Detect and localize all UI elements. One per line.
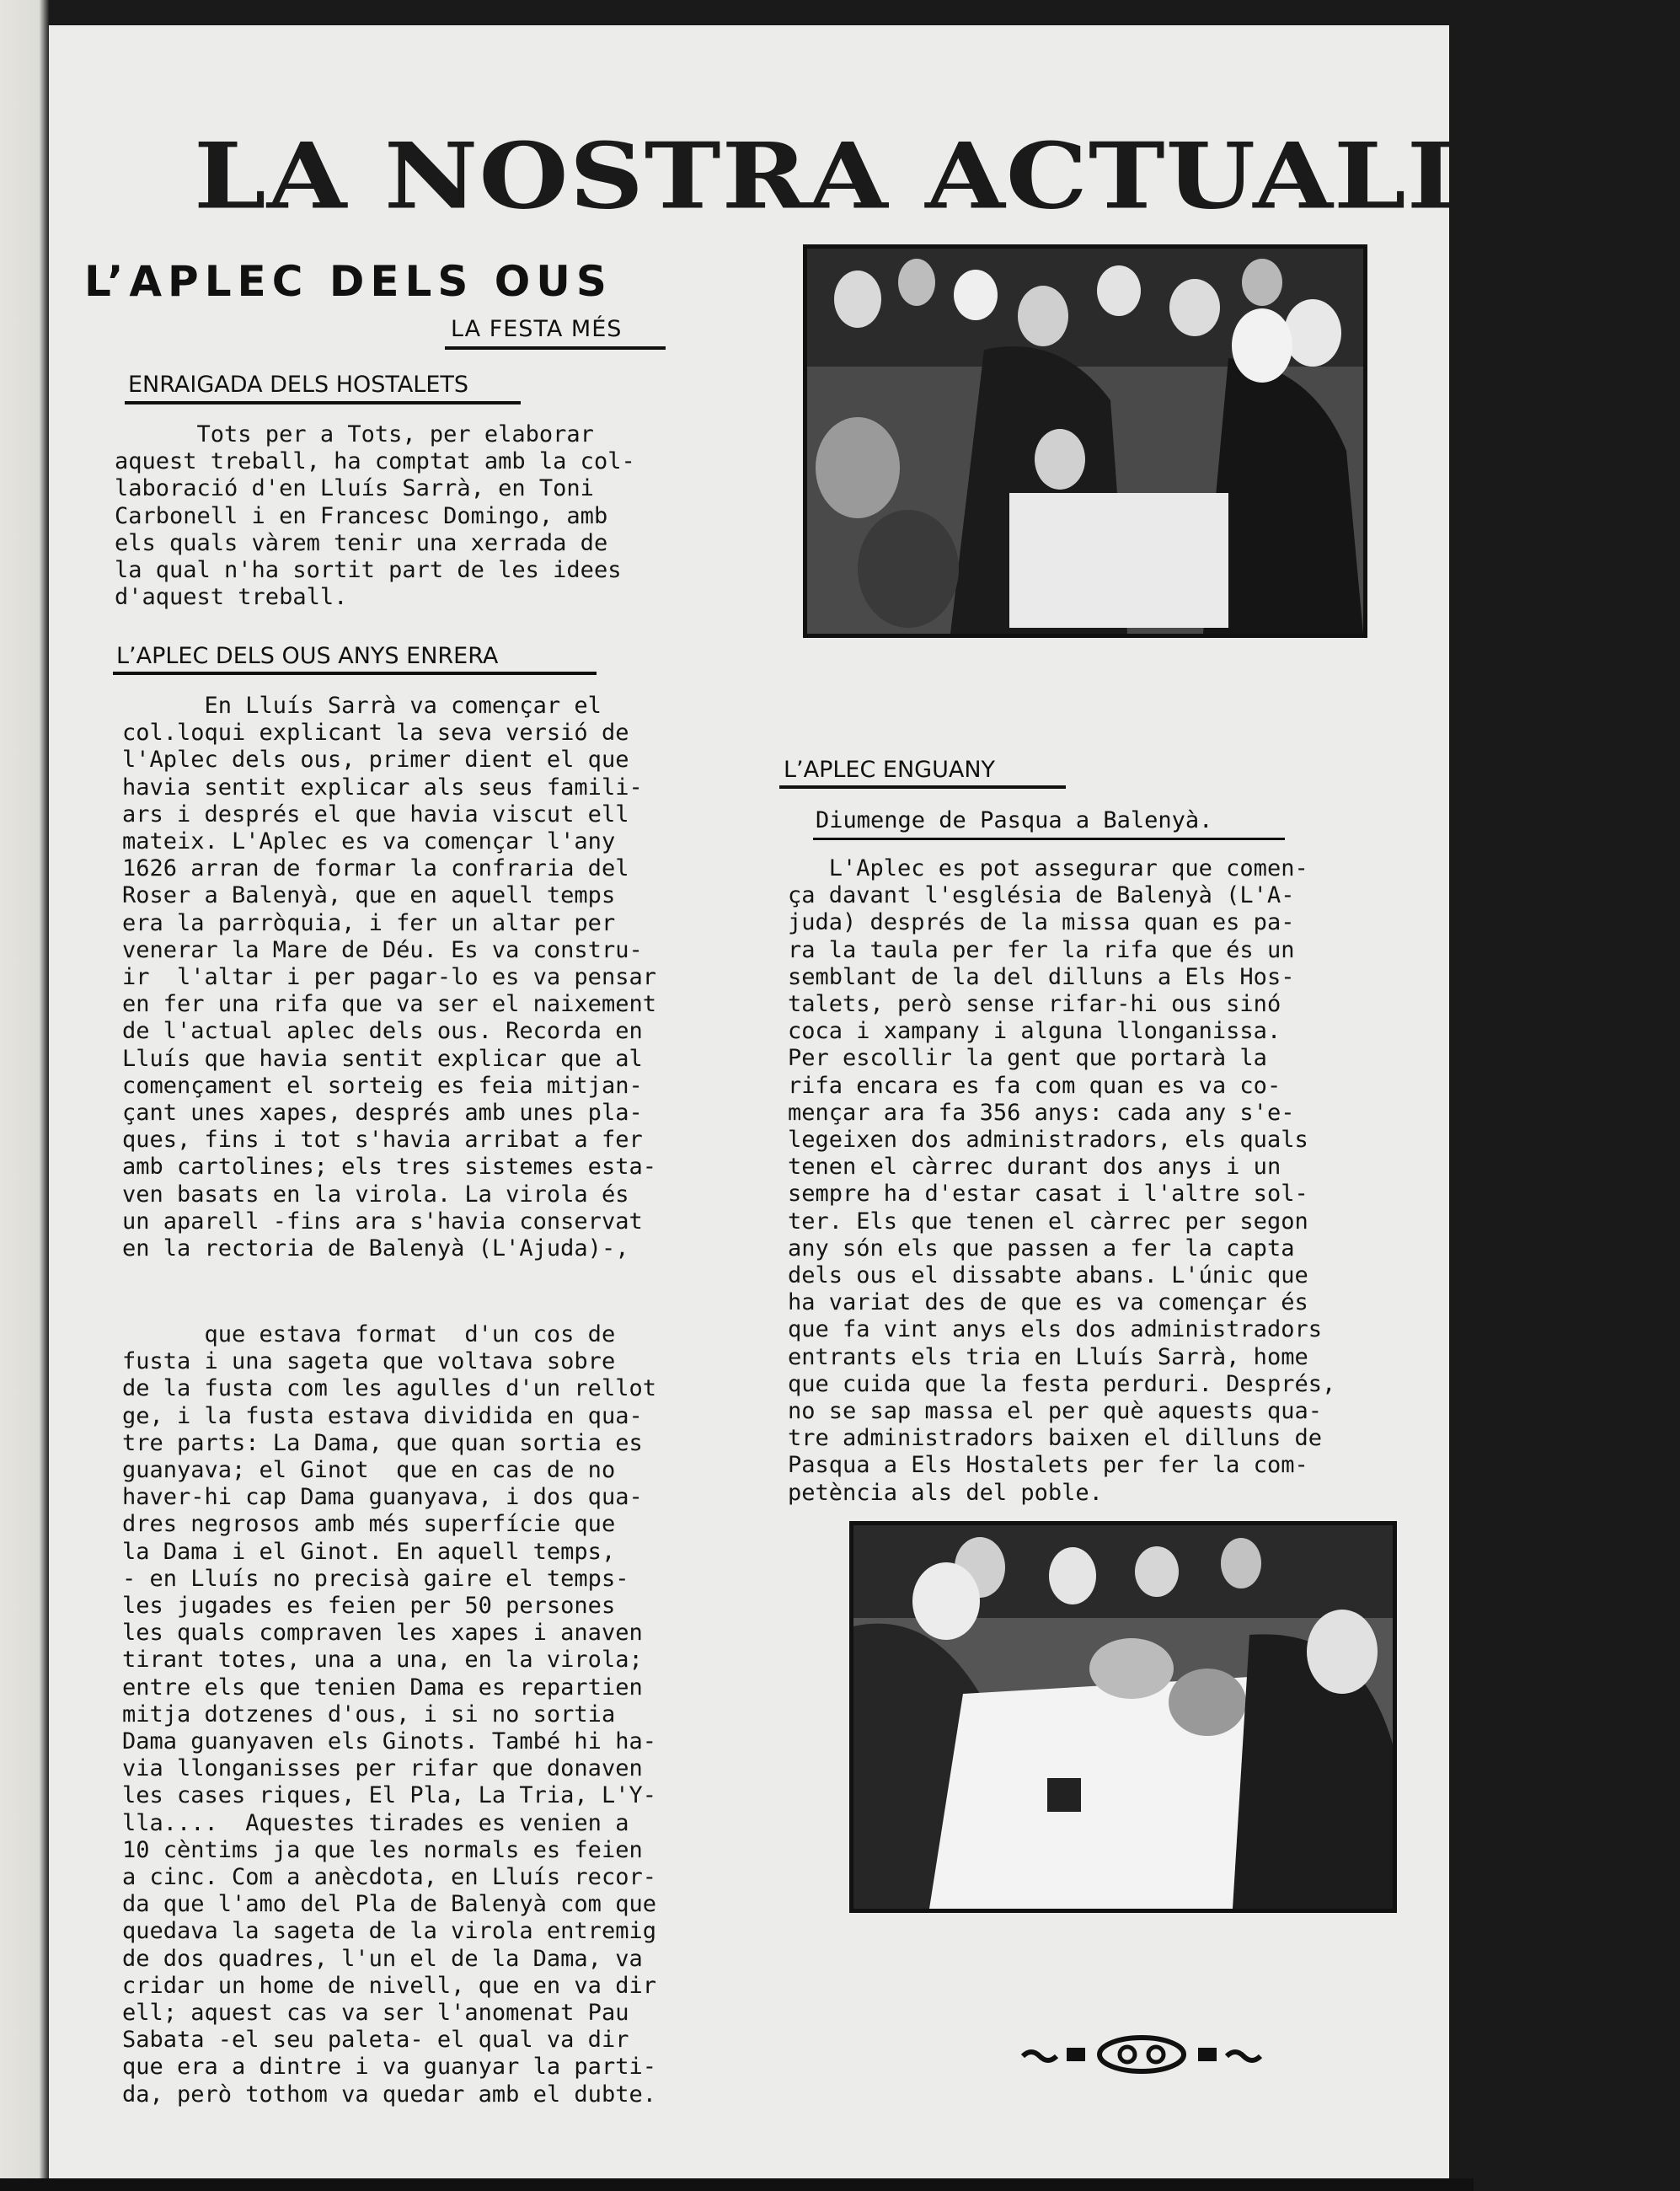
article-title: L’APLEC DELS OUS xyxy=(84,257,613,306)
scan-border xyxy=(0,2178,1474,2191)
section-heading-enguany: L’APLEC ENGUANY xyxy=(784,757,996,783)
table-photo xyxy=(849,1521,1397,1913)
enguany-paragraph: L'Aplec es pot assegurar que comen- ça davant l'església de Balenyà (L'A- juda) després de la missa quan es pa- ra la taula per fer la rifa que és un semblant de la del dilluns a Els Hos- talets, però sense rifar-hi ous sinó coca i xampany i alguna llonganissa. Per escollir la gent que portarà la rifa encara es fa com quan es va co- mençar ara fa 356 anys: cada any s'e- legeixen dos administradors, els quals tenen el càrrec durant dos anys i un sempre ha d'estar casat i l'altre sol- ter. Els que tenen el càrrec per segon any són els que passen a fer la capta dels ous el dissabte abans. L'únic que ha variat des de que es va començar és que fa vint anys els dos administradors entrants els tria en Lluís Sarrà, home que cuida que la festa perduri. Després, no se sap massa el per què aquests qua- tre administradors baixen el dilluns de Pasqua a Els Hostalets per fer la com- petència als del poble. xyxy=(788,855,1336,1506)
subheading-rule xyxy=(813,838,1285,840)
crowd-photo xyxy=(803,244,1367,638)
heading-rule xyxy=(779,785,1066,789)
eyes-ornament-icon xyxy=(1019,2033,1264,2073)
enraigada-paragraph: Tots per a Tots, per elaborar aquest treball, ha comptat amb la col- laboració d'en Lluís Sarrà, en Toni Carbonell i en Francesc Domingo, amb els quals vàrem tenir una xerrada de la qual n'ha sortit part de les idees d'aquest treball. xyxy=(115,421,635,611)
section-heading-enraigada: ENRAIGADA DELS HOSTALETS xyxy=(128,372,469,398)
section-heading-anys-enrera: L’APLEC DELS OUS ANYS ENRERA xyxy=(116,643,499,669)
heading-rule xyxy=(113,672,597,675)
binding-edge xyxy=(0,0,49,2191)
title-rule xyxy=(445,346,666,350)
article-title-second-line: LA FESTA MÉS xyxy=(451,316,623,342)
enguany-subheading: Diumenge de Pasqua a Balenyà. xyxy=(816,807,1213,833)
page-headline: LA NOSTRA ACTUALITAT xyxy=(194,122,1680,230)
anys-enrera-paragraph-2: que estava format d'un cos de fusta i una sageta que voltava sobre de la fusta com les agulles d'un rellot ge, i la fusta estava dividida en qua- tre parts: La Dama, que quan sortia es guanyava; el Ginot que en cas de no haver-hi cap Dama guanyava, i dos qua- dres negrosos amb més superfície que la Dama i el Ginot. En aquell temps, - en Lluís no precisà gaire el temps- les jugades es feien per 50 persones les quals compraven les xapes i anaven tirant totes, una a una, en la virola; entre els que tenien Dama es repartien mitja dotzenes d'ous, i si no sortia Dama guanyaven els Ginots. També hi ha- via llonganisses per rifar que donaven les cases riques, El Pla, La Tria, L'Y- lla.... Aquestes tirades es venien a 10 cèntims ja que les normals es feien a cinc. Com a anècdota, en Lluís recor- da que l'amo del Pla de Balenyà com que quedava la sageta de la virola entremig de dos quadres, l'un el de la Dama, va cridar un home de nivell, que en va dir ell; aquest cas va ser l'anomenat Pau Sabata -el seu paleta- el qual va dir que era a dintre i va guanyar la parti- da, però tothom va quedar amb el dubte. xyxy=(122,1321,656,2108)
anys-enrera-paragraph-1: En Lluís Sarrà va començar el col.loqui explicant la seva versió de l'Aplec dels ous, primer dient el que havia sentit explicar als seus famili- ars i després el que havia viscut ell mateix. L'Aplec es va començar l'any 1626 arran de formar la confraria del Roser a Balenyà, que en aquell temps era la parròquia, i fer un altar per venerar la Mare de Déu. Es va constru- ir l'altar i per pagar-lo es va pensar en fer una rifa que va ser el naixement de l'actual aplec dels ous. Recorda en Lluís que havia sentit explicar que al començament el sorteig es feia mitjan- çant unes xapes, després amb unes pla- ques, fins i tot s'havia arribat a fer amb cartolines; els tres sistemes esta- ven basats en la virola. La virola és un aparell -fins ara s'havia conservat en la rectoria de Balenyà (L'Ajuda)-, xyxy=(122,693,656,1262)
heading-rule xyxy=(125,401,521,404)
